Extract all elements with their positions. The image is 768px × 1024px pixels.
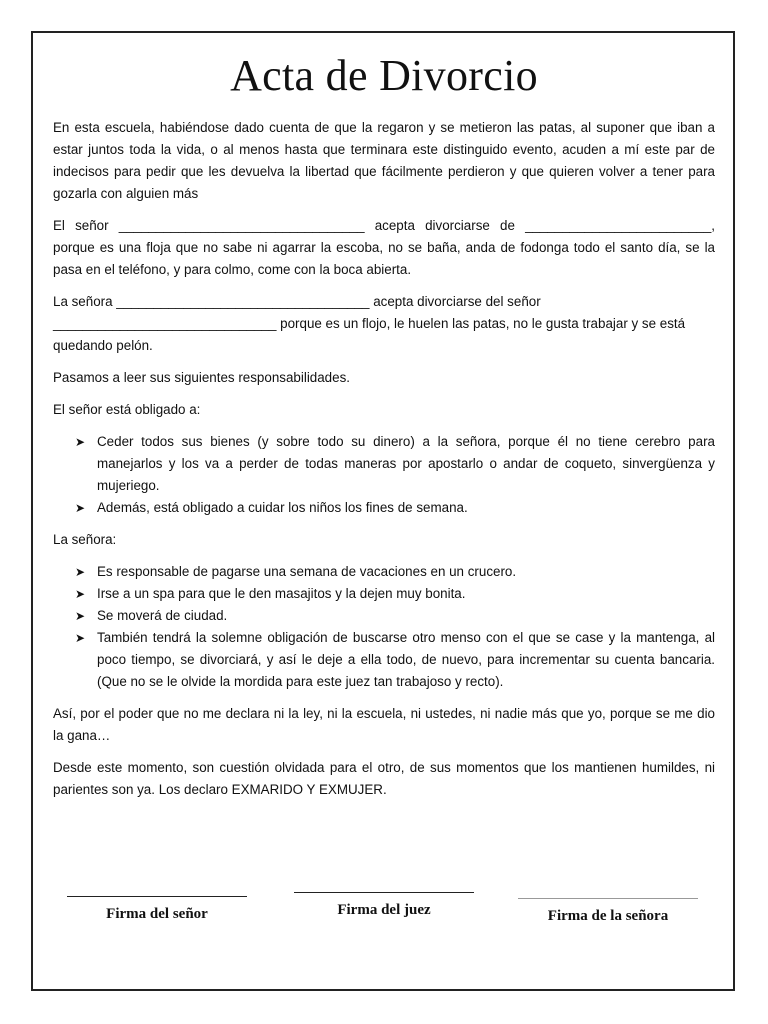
document-body bbox=[53, 117, 715, 811]
senor-paragraph: El señor _________________________________ acepta divorciarse de _________________________, porque es una floja que no sabe ni agarrar la escoba, no se baña, anda de fodonga todo el santo día, se la pasa en el teléfono, y para colmo, come con la boca abierta. bbox=[53, 218, 715, 277]
list-item: ➤ Ceder todos sus bienes (y sobre todo su dinero) a la señora, porque él no tiene cerebro para manejarlos y los va a perder de todas maneras por apostarlo o andar de coqueto, sinvergüenza y mujeriego. bbox=[53, 431, 715, 497]
list-item: ➤ Es responsable de pagarse una semana de vacaciones en un crucero. bbox=[53, 561, 715, 583]
intro-paragraph: En esta escuela, habiéndose dado cuenta de que la regaron y se metieron las patas, al suponer que iban a estar juntos toda la vida, o al menos hasta que terminara este distinguido evento, acuden a mí este par de indecisos para pedir que les devuelva la libertad que fácilmente perdieron y que quieren volver a tener para gozarla con alguien más bbox=[53, 120, 715, 201]
list-item: ➤ Se moverá de ciudad. bbox=[53, 605, 715, 627]
senora-line-1: La señora __________________________________ acepta divorciarse del señor bbox=[53, 294, 541, 309]
list-item: ➤ Además, está obligado a cuidar los niños los fines de semana. bbox=[53, 497, 715, 519]
signature-senor bbox=[67, 896, 247, 923]
responsabilidades-paragraph: Pasamos a leer sus siguientes responsabilidades. bbox=[53, 370, 350, 385]
signature-senora bbox=[518, 898, 698, 925]
senora-obligations-list bbox=[53, 561, 715, 693]
signature-label: Firma del señor bbox=[106, 906, 208, 922]
arrowhead-bullet-icon: ➤ bbox=[75, 435, 86, 449]
cierre-paragraph: Desde este momento, son cuestión olvidada para el otro, de sus momentos que los mantienen humildes, ni parientes son ya. Los declaro EXMARIDO Y EXMUJER. bbox=[53, 760, 715, 797]
senor-obligations-list bbox=[53, 431, 715, 519]
arrowhead-bullet-icon: ➤ bbox=[75, 631, 86, 645]
arrowhead-bullet-icon: ➤ bbox=[75, 501, 86, 515]
arrowhead-bullet-icon: ➤ bbox=[75, 587, 86, 601]
signature-juez bbox=[294, 892, 474, 919]
list-item: ➤ También tendrá la solemne obligación de buscarse otro menso con el que se case y la mantenga, al poco tiempo, se divorciará, y así le deje a ella todo, de nuevo, para incrementar su cuenta bancaria. (Que no se le olvide la mordida para este juez tan trabajoso y recto). bbox=[53, 627, 715, 693]
signature-line bbox=[67, 896, 247, 897]
signature-line bbox=[518, 898, 698, 899]
senora-paragraph bbox=[53, 291, 715, 357]
arrowhead-bullet-icon: ➤ bbox=[75, 609, 86, 623]
list-item: ➤ Irse a un spa para que le den masajitos y la dejen muy bonita. bbox=[53, 583, 715, 605]
senora-label: La señora: bbox=[53, 532, 117, 547]
senora-line-2: ______________________________ porque es un flojo, le huelen las patas, no le gusta trabajar y se está quedando pelón. bbox=[53, 316, 686, 353]
document-title: Acta de Divorcio bbox=[230, 51, 538, 100]
arrowhead-bullet-icon: ➤ bbox=[75, 565, 86, 579]
signature-line bbox=[294, 892, 474, 893]
signature-label: Firma del juez bbox=[337, 902, 431, 918]
signature-label: Firma de la señora bbox=[547, 908, 669, 924]
senor-obligado-label: El señor está obligado a: bbox=[53, 402, 201, 417]
poder-paragraph: Así, por el poder que no me declara ni la ley, ni la escuela, ni ustedes, ni nadie más que yo, porque se me dio la gana… bbox=[53, 706, 715, 743]
